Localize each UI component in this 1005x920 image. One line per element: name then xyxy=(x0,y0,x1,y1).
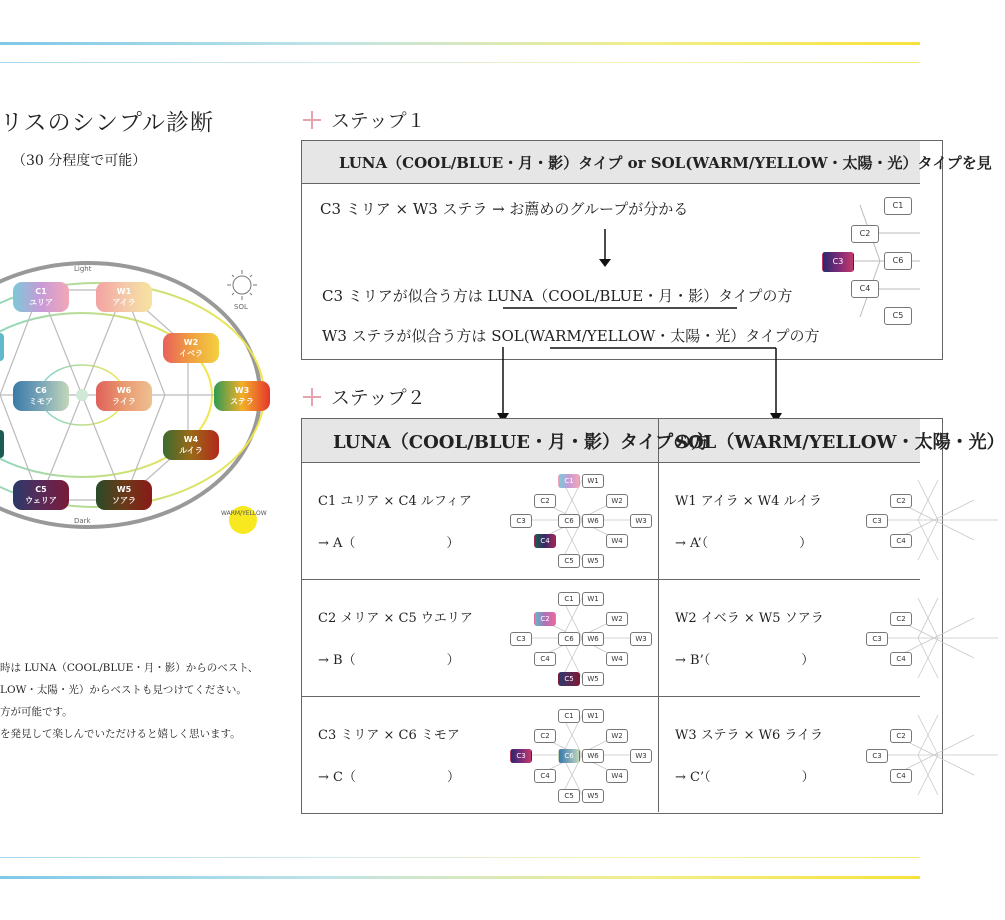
mini-chip-c3: C3 xyxy=(510,514,532,528)
mini-c2: C2 xyxy=(851,225,879,243)
chip-c6: C6 ミモア xyxy=(13,381,69,411)
sol-pair-3: W3 ステラ × W6 ライラ xyxy=(675,728,824,743)
mini-chip-w1: W1 xyxy=(582,474,604,488)
mini-chip-c6: C6 xyxy=(558,749,580,763)
sun-icon xyxy=(227,270,257,300)
row-divider xyxy=(302,579,920,580)
sol-label: SOL xyxy=(234,303,248,311)
mini-c1: C1 xyxy=(884,197,912,215)
luna-pair-3: C3 ミリア × C6 ミモア xyxy=(318,728,460,743)
sol-header: SOL（WARM/YELLOW・太陽・光） xyxy=(675,432,1005,453)
mini-chip-c6: C6 xyxy=(558,514,580,528)
mini-chip-c3: C3 xyxy=(866,514,888,528)
note-line: 時は LUNA（COOL/BLUE・月・影）からのベスト、 xyxy=(0,662,259,674)
mini-chip-w5: W5 xyxy=(582,554,604,568)
plus-icon xyxy=(303,111,321,129)
mini-chip-c1: C1 xyxy=(558,474,580,488)
mini-chip-w6: W6 xyxy=(582,632,604,646)
luna-result-1: → A（ ） xyxy=(318,536,460,551)
chip-partial-c2 xyxy=(0,333,4,361)
mini-c5: C5 xyxy=(884,307,912,325)
bottom-gradient-line xyxy=(0,857,920,858)
mini-chip-c2: C2 xyxy=(534,729,556,743)
mini-chip-c2: C2 xyxy=(890,729,912,743)
mini-chip-w2: W2 xyxy=(606,612,628,626)
center-dot xyxy=(76,389,88,401)
light-label: Light xyxy=(74,265,92,273)
chip-w1: W1 アイラ xyxy=(96,282,152,312)
left-subtitle: （30 分程度で可能） xyxy=(12,153,147,169)
mini-chip-c5: C5 xyxy=(558,789,580,803)
mini-chip-c2: C2 xyxy=(890,494,912,508)
mini-chip-c3: C3 xyxy=(510,749,532,763)
mini-chip-w2: W2 xyxy=(606,494,628,508)
mini-chip-w3: W3 xyxy=(630,749,652,763)
sol-result-1: → A’（ ） xyxy=(675,536,813,551)
mini-chip-c1: C1 xyxy=(558,592,580,606)
bottom-gradient-band xyxy=(0,876,920,879)
luna-pair-2: C2 メリア × C5 ウエリア xyxy=(318,611,473,626)
mini-chip-w5: W5 xyxy=(582,672,604,686)
step1-line3: W3 ステラが似合う方は SOL(WARM/YELLOW・太陽・光）タイプの方 xyxy=(322,327,820,345)
mini-chip-w4: W4 xyxy=(606,769,628,783)
mini-chip-c5: C5 xyxy=(558,672,580,686)
top-gradient-band xyxy=(0,42,920,45)
mini-c4: C4 xyxy=(851,280,879,298)
chip-w5: W5 ソアラ xyxy=(96,480,152,510)
notes-block xyxy=(0,657,258,745)
column-divider xyxy=(658,419,659,812)
luna-result-3: → C（ ） xyxy=(318,770,460,785)
note-line: 方が可能です。 xyxy=(0,706,73,718)
mini-chip-w1: W1 xyxy=(582,592,604,606)
mini-chip-c1: C1 xyxy=(558,709,580,723)
chip-w6: W6 ライラ xyxy=(96,381,152,411)
luna-pair-1: C1 ユリア × C4 ルフィア xyxy=(318,494,472,509)
sol-result-3: → C’（ ） xyxy=(675,770,815,785)
mini-c6: C6 xyxy=(884,252,912,270)
mini-chip-w3: W3 xyxy=(630,632,652,646)
mini-c3-selected: C3 xyxy=(822,252,854,272)
mini-chip-c4: C4 xyxy=(890,534,912,548)
mini-chip-w4: W4 xyxy=(606,534,628,548)
luna-header: LUNA（COOL/BLUE・月・影）タイプの方 xyxy=(333,432,710,453)
step1-line2: C3 ミリアが似合う方は LUNA（COOL/BLUE・月・影）タイプの方 xyxy=(322,287,793,305)
mini-chip-w3: W3 xyxy=(630,514,652,528)
mini-chip-c4: C4 xyxy=(534,652,556,666)
mini-chip-w6: W6 xyxy=(582,749,604,763)
mini-chip-w5: W5 xyxy=(582,789,604,803)
chip-w2: W2 イベラ xyxy=(163,333,219,363)
chip-partial-c4 xyxy=(0,430,4,458)
top-gradient-line xyxy=(0,62,920,63)
mini-chip-w4: W4 xyxy=(606,652,628,666)
sol-pair-1: W1 アイラ × W4 ルイラ xyxy=(675,494,822,509)
step1-line1: C3 ミリア × W3 ステラ → お薦めのグループが分かる xyxy=(320,200,689,218)
mini-chip-c5: C5 xyxy=(558,554,580,568)
plus-icon xyxy=(303,388,321,406)
dark-label: Dark xyxy=(74,517,91,525)
mini-chip-c2: C2 xyxy=(534,494,556,508)
step1-heading: ステップ１ xyxy=(331,110,426,132)
mini-chip-c2: C2 xyxy=(534,612,556,626)
chip-c5: C5 ウェリア xyxy=(13,480,69,510)
step2-heading: ステップ２ xyxy=(331,387,426,409)
warm-yellow-label: WARM/YELLOW xyxy=(221,510,267,517)
mini-chip-w2: W2 xyxy=(606,729,628,743)
mini-chip-c3: C3 xyxy=(866,632,888,646)
chip-w4: W4 ルイラ xyxy=(163,430,219,460)
mini-chip-c4: C4 xyxy=(890,769,912,783)
mini-chip-c4: C4 xyxy=(534,769,556,783)
mini-chip-c4: C4 xyxy=(534,534,556,548)
mini-chip-w1: W1 xyxy=(582,709,604,723)
luna-result-2: → B（ ） xyxy=(318,653,460,668)
mini-chip-c3: C3 xyxy=(510,632,532,646)
note-line: LOW・太陽・光）からベストも見つけてください。 xyxy=(0,684,247,696)
note-line: を発見して楽しんでいただけると嬉しく思います。 xyxy=(0,728,241,740)
mini-chip-c6: C6 xyxy=(558,632,580,646)
row-divider xyxy=(302,696,920,697)
mini-chip-c4: C4 xyxy=(890,652,912,666)
chip-w3: W3 ステラ xyxy=(214,381,270,411)
step1-box-title: LUNA（COOL/BLUE・月・影）タイプ or SOL(WARM/YELLOW・太陽・光）タイプを見 xyxy=(339,154,992,172)
left-title: リスのシンプル診断 xyxy=(0,110,215,136)
sol-result-2: → B’（ ） xyxy=(675,653,815,668)
mini-chip-c2: C2 xyxy=(890,612,912,626)
chip-c1: C1 ユリア xyxy=(13,282,69,312)
mini-chip-c3: C3 xyxy=(866,749,888,763)
sol-pair-2: W2 イベラ × W5 ソアラ xyxy=(675,611,824,626)
mini-chip-w6: W6 xyxy=(582,514,604,528)
